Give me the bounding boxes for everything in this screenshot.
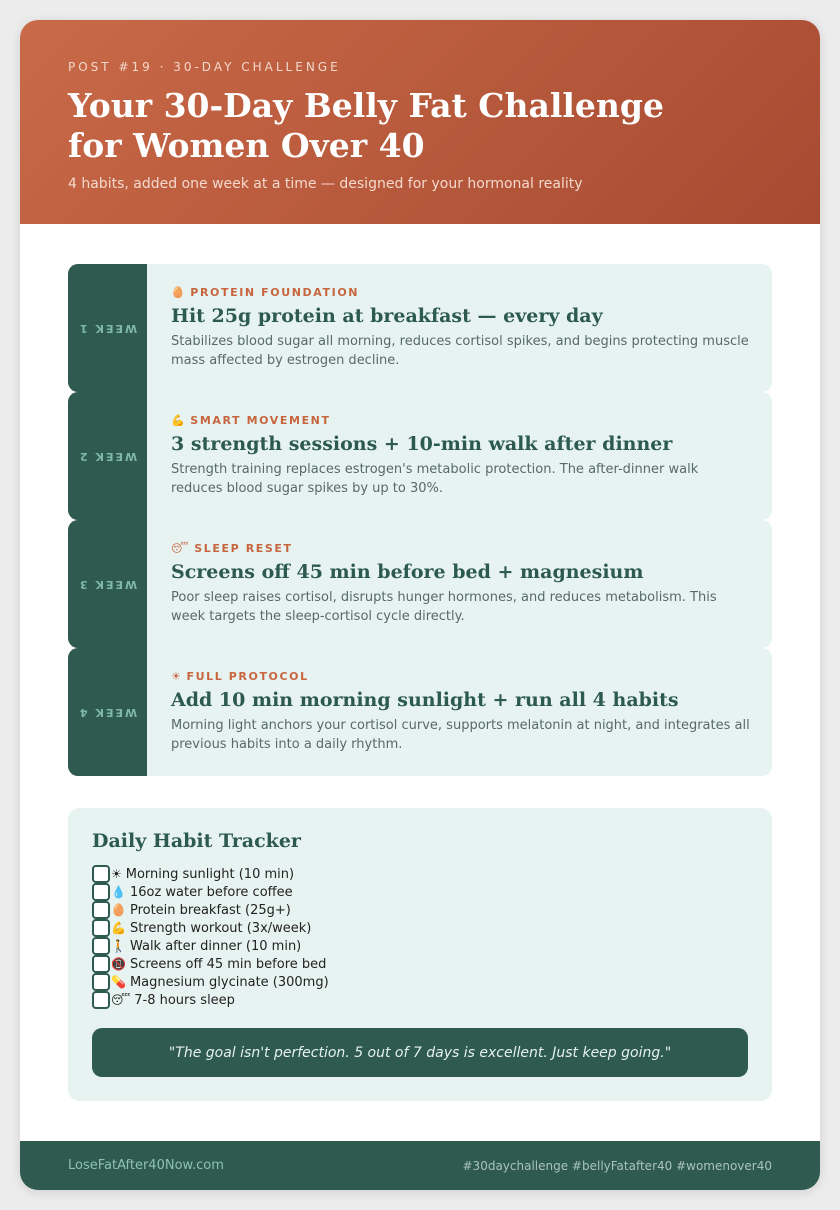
week-body: [171, 414, 751, 498]
page-subtitle: 4 habits, added one week at a time — designed for your hormonal reality: [68, 176, 583, 192]
week-tag: [171, 542, 751, 556]
motivational-quote: "The goal isn't perfection. 5 out of 7 days is excellent. Just keep going.": [92, 1028, 748, 1077]
habit-checkbox[interactable]: [92, 901, 110, 919]
weekly-plan: [68, 264, 772, 776]
footer-hashtags: #30daychallenge #bellyFatafter40 #womenover40: [462, 1158, 772, 1173]
footer-site: LoseFatAfter40Now.com: [68, 1158, 224, 1173]
no-phone-icon: 📵: [111, 957, 126, 971]
page-title: Your 30-Day Belly Fat Challenge for Women Over 40: [68, 86, 664, 165]
habit-checkbox[interactable]: [92, 865, 110, 883]
week-tab-label: WEEK 3: [77, 577, 138, 591]
egg-icon: 🥚: [171, 286, 187, 299]
week-card-2: [68, 392, 772, 520]
week-tag: [171, 286, 751, 300]
week-tag: [171, 414, 751, 428]
week-tab-label: WEEK 1: [77, 321, 138, 335]
week-title: Screens off 45 min before bed + magnesium: [171, 561, 644, 583]
habit-checkbox[interactable]: [92, 955, 110, 973]
week-tag-label: SLEEP RESET: [194, 542, 293, 555]
habit-item: [92, 919, 748, 937]
sleeping-face-icon: 😴: [171, 542, 191, 555]
week-description: Morning light anchors your cortisol curve, supports melatonin at night, and integrates all previous habits into a daily rhythm.: [171, 718, 750, 752]
week-tab-label: WEEK 4: [77, 705, 138, 719]
habit-item: [92, 865, 748, 883]
habit-label: Strength workout (3x/week): [129, 920, 312, 936]
week-body: [171, 542, 751, 626]
week-card-3: [68, 520, 772, 648]
habit-label: Magnesium glycinate (300mg): [129, 974, 329, 990]
habit-item: [92, 901, 748, 919]
habit-label: Protein breakfast (25g+): [129, 902, 291, 918]
habit-item: [92, 937, 748, 955]
week-title: Hit 25g protein at breakfast — every day: [171, 305, 603, 327]
tracker-title: Daily Habit Tracker: [92, 830, 301, 852]
habit-label: Morning sunlight (10 min): [125, 866, 295, 882]
week-tab: [68, 264, 147, 392]
habit-tracker: [68, 808, 772, 1101]
walking-person-icon: 🚶: [111, 939, 126, 953]
habit-checkbox[interactable]: [92, 991, 110, 1009]
week-tab-label: WEEK 2: [77, 449, 138, 463]
habit-label: Walk after dinner (10 min): [129, 938, 302, 954]
pill-icon: 💊: [111, 975, 126, 989]
habit-checkbox[interactable]: [92, 937, 110, 955]
infographic-card: [20, 20, 820, 1190]
week-card-1: [68, 264, 772, 392]
habit-checkbox[interactable]: [92, 883, 110, 901]
week-body: [171, 670, 751, 754]
footer: [20, 1141, 820, 1190]
habit-item: [92, 955, 748, 973]
habit-checkbox[interactable]: [92, 973, 110, 991]
week-card-4: [68, 648, 772, 776]
week-tag: [171, 670, 751, 684]
header: [20, 20, 820, 224]
habit-item: [92, 973, 748, 991]
sleeping-face-icon: 😴: [111, 993, 131, 1007]
week-tag-label: SMART MOVEMENT: [190, 414, 331, 427]
week-tag-label: PROTEIN FOUNDATION: [190, 286, 360, 299]
week-tab: [68, 648, 147, 776]
week-title: Add 10 min morning sunlight + run all 4 habits: [171, 689, 679, 711]
habit-label: 7-8 hours sleep: [134, 992, 235, 1008]
sun-icon: ☀: [111, 867, 122, 881]
week-description: Stabilizes blood sugar all morning, reduces cortisol spikes, and begins protecting muscle mass affected by estrogen decline.: [171, 334, 749, 368]
habit-label: Screens off 45 min before bed: [129, 956, 327, 972]
habit-label: 16oz water before coffee: [129, 884, 293, 900]
habit-item: [92, 991, 748, 1009]
egg-icon: 🥚: [111, 903, 126, 917]
sun-icon: ☀: [171, 670, 183, 683]
week-description: Poor sleep raises cortisol, disrupts hunger hormones, and reduces metabolism. This week targets the sleep-cortisol cycle directly.: [171, 590, 717, 624]
post-eyebrow: POST #19 · 30-DAY CHALLENGE: [68, 60, 341, 74]
flexed-bicep-icon: 💪: [171, 414, 187, 427]
water-drop-icon: 💧: [111, 885, 126, 899]
week-title: 3 strength sessions + 10-min walk after dinner: [171, 433, 673, 455]
week-tab: [68, 520, 147, 648]
week-description: Strength training replaces estrogen's metabolic protection. The after-dinner walk reduces blood sugar spikes by up to 30%.: [171, 462, 699, 496]
week-body: [171, 286, 751, 370]
habit-item: [92, 883, 748, 901]
habit-checkbox[interactable]: [92, 919, 110, 937]
week-tab: [68, 392, 147, 520]
week-tag-label: FULL PROTOCOL: [186, 670, 309, 683]
flexed-bicep-icon: 💪: [111, 921, 126, 935]
